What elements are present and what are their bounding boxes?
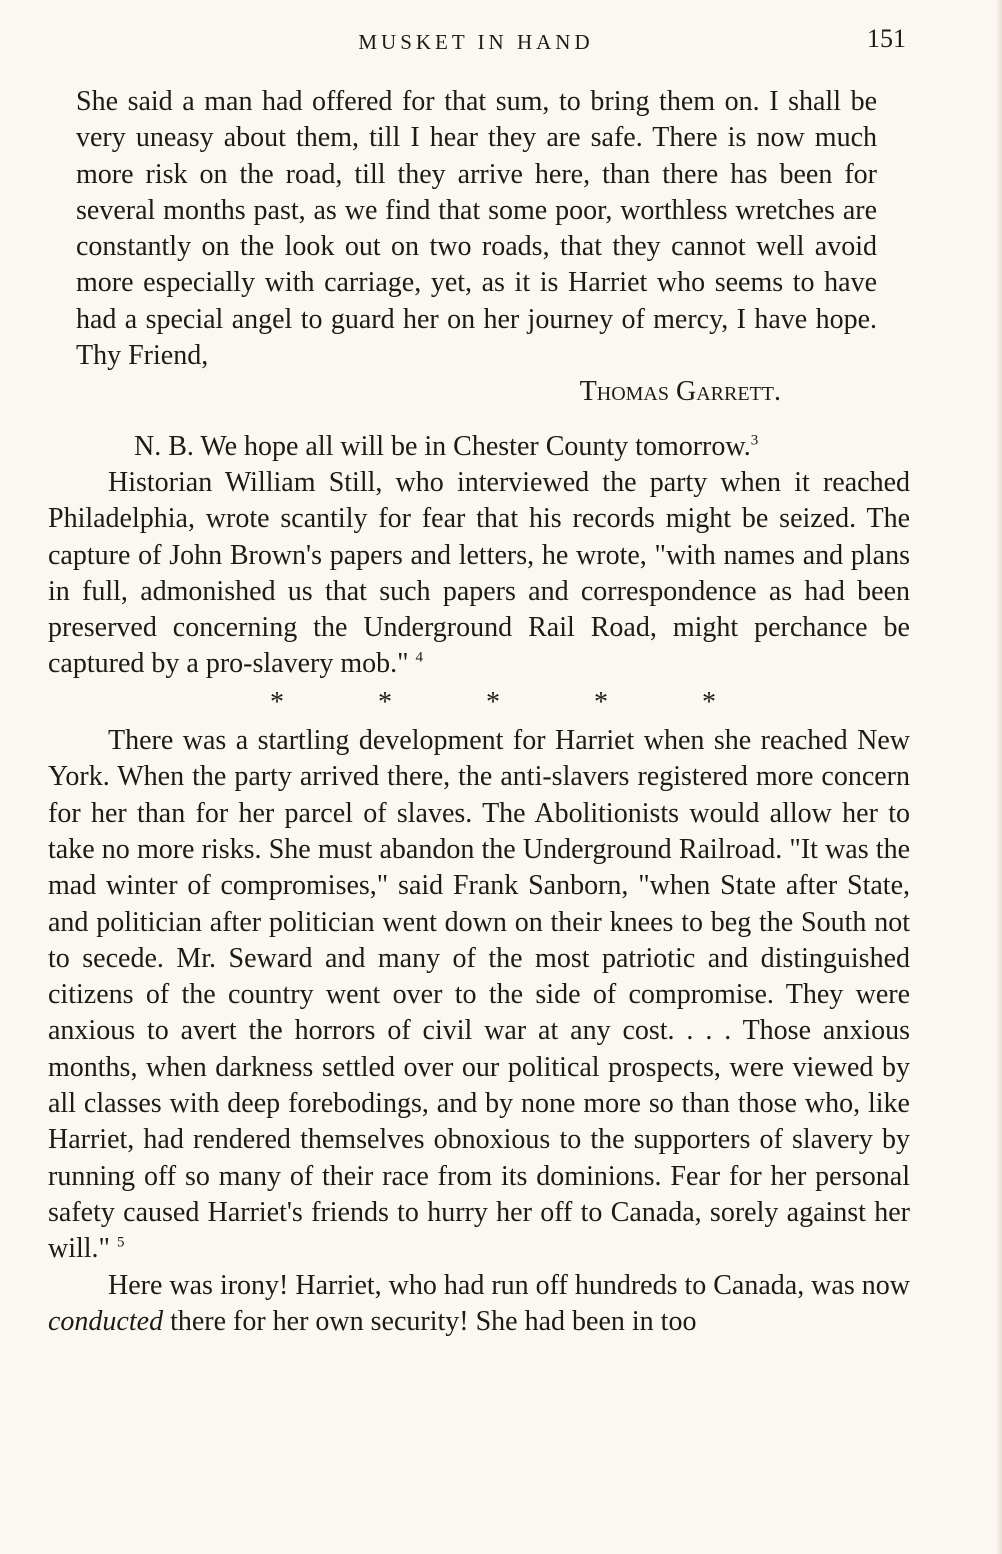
- body-text: [48, 84, 910, 1340]
- running-head: [0, 24, 1002, 58]
- paragraph-still: [48, 465, 910, 683]
- running-title: MUSKET IN HAND: [358, 30, 594, 54]
- page-number: 151: [867, 24, 906, 53]
- section-break-star: *: [594, 686, 608, 718]
- footnote-ref-3: 3: [750, 432, 759, 449]
- section-break-star: *: [702, 686, 716, 718]
- paragraph-still-text: Historian William Still, who interviewed the party when it reached Philadelphia, wrote scantily for fear that his records might be seized. The capture of John Brown's papers and letters, he wrote, "with names and plans in full, admonished us that such papers and correspondence as had been preserved concerning the Underground Rail Road, might perchance be captured by a pro-slavery mob.": [48, 466, 910, 680]
- letter-body: She said a man had offered for that sum, to bring them on. I shall be very uneasy about them, till I hear they are safe. There is now much more risk on the road, till they arrive here, than there has been for several months past, as we find that some poor, worthless wretches are constantly on the look out on two roads, that they cannot well avoid more especially with carriage, yet, as it is Harriet who seems to have had a special angel to guard her on her journey of mercy, I have hope. Thy Friend,: [76, 86, 877, 372]
- paragraph-irony-end: there for her own security! She had been in too: [170, 1305, 697, 1337]
- nb-paragraph: [48, 429, 910, 465]
- nb-text: N. B. We hope all will be in Chester County tomorrow.: [134, 430, 751, 462]
- section-break-star: *: [486, 686, 500, 718]
- letter-quote: [48, 84, 910, 411]
- paragraph-irony-start: Here was irony! Harriet, who had run off hundreds to Canada, was now: [108, 1269, 910, 1301]
- page-edge-shadow: [996, 0, 1002, 1554]
- paragraph-irony: [48, 1268, 910, 1341]
- paragraph-irony-emphasis: conducted: [48, 1305, 164, 1337]
- paragraph-new-york: [48, 723, 910, 1267]
- section-break-star: *: [270, 686, 284, 718]
- section-break-star: *: [378, 686, 392, 718]
- letter-signature: Thomas Garrett.: [579, 376, 781, 408]
- paragraph-new-york-text: There was a startling development for Harriet when she reached New York. When the party arrived there, the anti-slavers registered more concern for her than for her parcel of slaves. The Abolitionists would allow her to take no more risks. She must abandon the Underground Railroad. "It was the mad winter of compromises," said Frank Sanborn, "when State after State, and politician after politician went down on their knees to beg the South not to secede. Mr. Seward and many of the most patriotic and distinguished citizens of the country went over to the side of compromise. They were anxious to avert the horrors of civil war at any cost. . . . Those anxious months, when darkness settled over our political prospects, were viewed by all classes with deep forebodings, and by none more so than those who, like Harriet, had rendered themselves obnoxious to the supporters of slavery by running off so many of their race from its dominions. Fear for her personal safety caused Harriet's friends to hurry her off to Canada, sorely against her will.": [48, 725, 910, 1265]
- section-break: [48, 685, 910, 721]
- footnote-ref-5: 5: [117, 1234, 125, 1251]
- footnote-ref-4: 4: [415, 650, 424, 667]
